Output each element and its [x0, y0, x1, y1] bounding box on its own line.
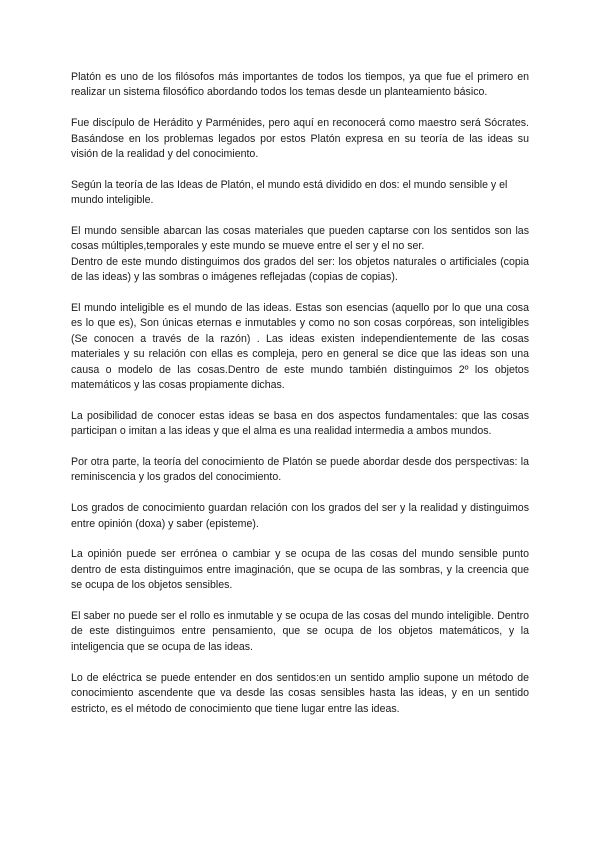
paragraph-opinion: La opinión puede ser errónea o cambiar y se ocupa de las cosas del mundo sensible punto dentro de esta distinguimos entre imaginación, que se ocupa de las sombras, y la creencia que se ocupa de los objetos sensibles. [71, 548, 529, 592]
paragraph-intelligible-world: El mundo inteligible es el mundo de las ideas. Estas son esencias (aquello por lo que una cosa es lo que es), Son únicas eternas e inmutables y como no son cosas corpóreas, son inteligibles (Se conocen a través de la razón) . Las ideas existen independientemente de las cosas materiales y su relación con ellas es compleja, pero en general se dice que las ideas son una causa o modelo de las cosas.Dentro de este mundo también distinguimos 2º los objetos matemáticos y las cosas propiamente dichas. [71, 302, 529, 392]
paragraph-influences: Fue discípulo de Herádito y Parménides, pero aquí en reconocerá como maestro será Sócrates. Basándose en los problemas legados por estos Platón expresa en su teoría de las ideas su visión de la realidad y del conocimiento. [71, 117, 529, 161]
paragraph-knowing-ideas: La posibilidad de conocer estas ideas se basa en dos aspectos fundamentales: que las cosas participan o imitan a las ideas y que el alma es una realidad intermedia a ambos mundos. [71, 409, 529, 438]
document-body [71, 70, 529, 732]
paragraph-intro: Platón es uno de los filósofos más importantes de todos los tiempos, ya que fue el primero en realizar un sistema filosófico abordando todos los temas desde un planteamiento básico. [71, 71, 529, 99]
paragraph-theory-of-knowledge: Por otra parte, la teoría del conocimiento de Platón se puede abordar desde dos perspectivas: la reminiscencia y los grados del conocimiento. [71, 456, 529, 484]
paragraph-dialectic: Lo de eléctrica se puede entender en dos sentidos:en un sentido amplio supone un método de conocimiento ascendente que va desde las cosas sensibles hasta las ideas, y en un sentido estricto, es el método de conocimiento que tiene lugar entre las ideas. [71, 671, 529, 715]
paragraph-sensible-degrees: Dentro de este mundo distinguimos dos grados del ser: los objetos naturales o artificiales (copia de las ideas) y las sombras o imágenes reflejadas (copias de copias). [71, 255, 529, 284]
paragraph-sensible-world: El mundo sensible abarcan las cosas materiales que pueden captarse con los sentidos son las cosas múltiples,temporales y este mundo se mueve entre el ser y el no ser. [71, 225, 529, 253]
paragraph-two-worlds: Según la teoría de las Ideas de Platón, el mundo está dividido en dos: el mundo sensible y el mundo inteligible. [71, 178, 508, 207]
paragraph-degrees-of-knowledge: Los grados de conocimiento guardan relación con los grados del ser y la realidad y distinguimos entre opinión (doxa) y saber (episteme). [71, 502, 529, 530]
paragraph-knowledge: El saber no puede ser el rollo es inmutable y se ocupa de las cosas del mundo inteligible. Dentro de este distinguimos entre pensamiento, que se ocupa de los objetos matemáticos, y la inteligencia que se ocupa de las ideas. [71, 610, 529, 653]
